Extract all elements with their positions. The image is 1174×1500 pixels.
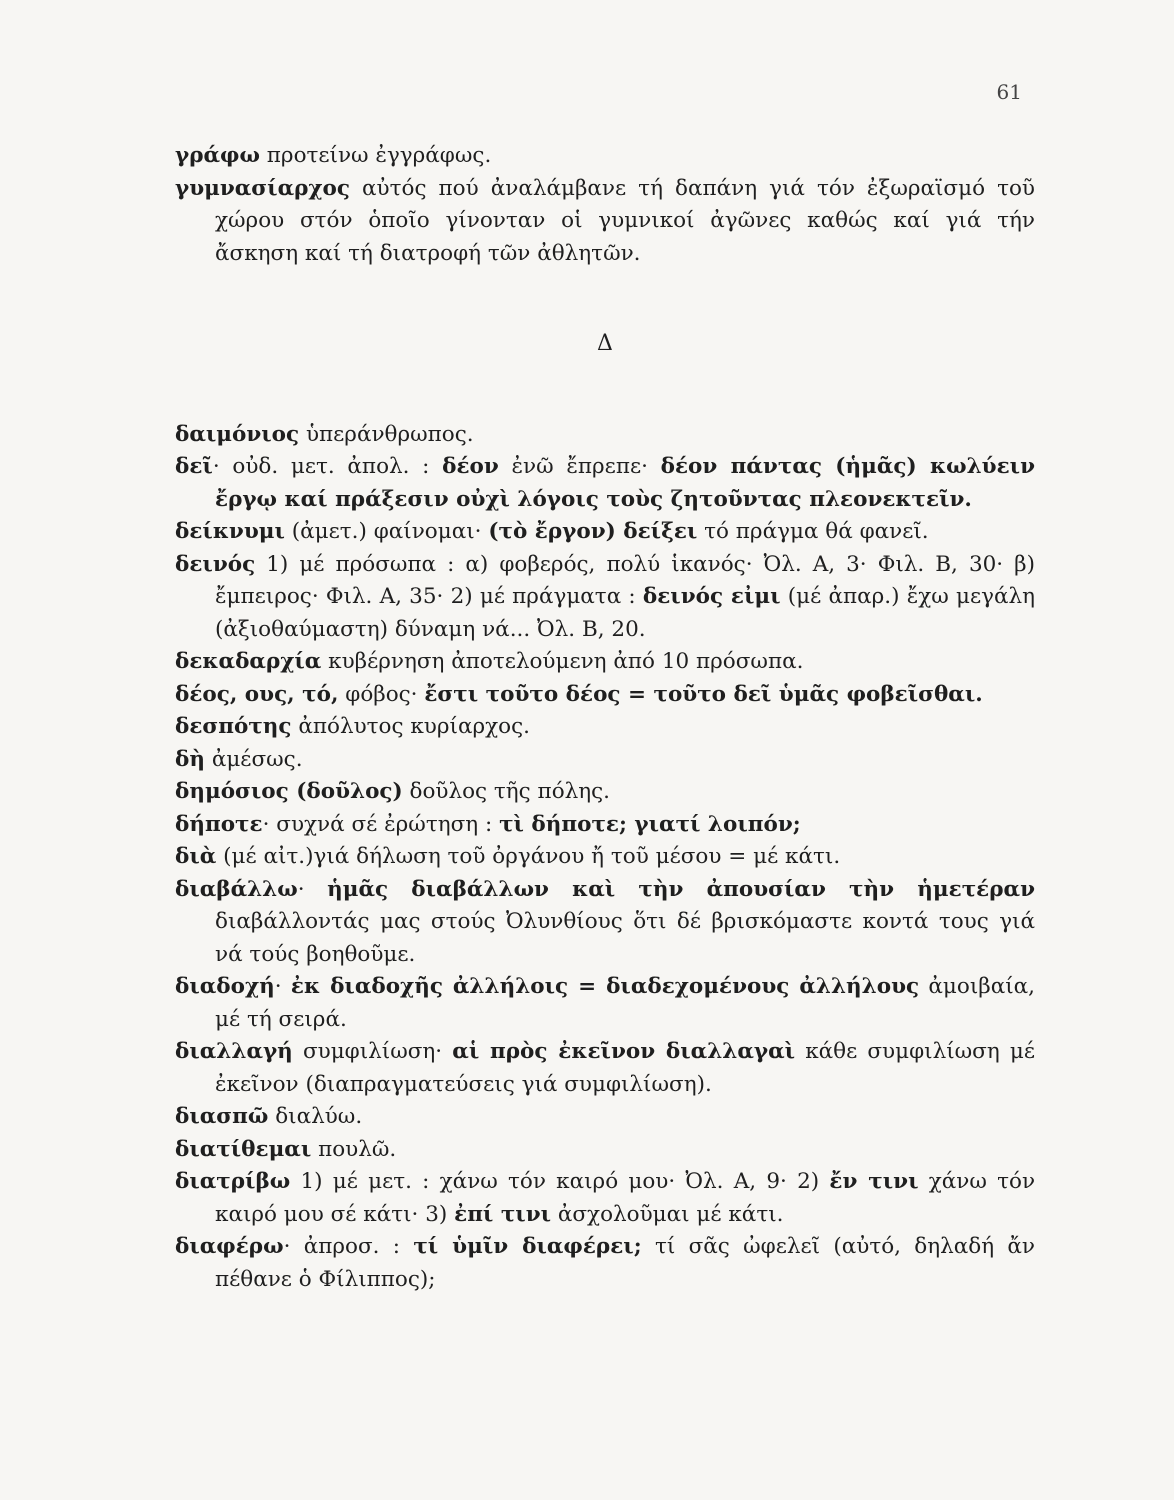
definition-text: αὐτός πού ἀναλάμβανε τή δαπάνη γιά τόν ἐξωραϊσμό τοῦ χώρου στόν ὁποῖο γίνονταν οἱ γυμνικοί ἀγῶνες καθώς καί γιά τήν ἄσκηση καί τή διατροφή τῶν ἀθλητῶν. (215, 175, 1035, 266)
definition-text: 1) μέ πρόσωπα : α) φοβερός, πολύ ἱκανός· Ὀλ. Α, 3· Φιλ. Β, 30· β) ἔμπειρος· Φιλ. Α, 35· 2) μέ πράγματα : (215, 551, 1035, 609)
glossary-entry (175, 1166, 1035, 1231)
definition-text: · οὐδ. μετ. ἀπολ. : (212, 454, 443, 479)
glossary-entry (175, 173, 1035, 271)
glossary-entry (175, 140, 1035, 173)
glossary-content (175, 140, 1035, 1296)
glossary-entry (175, 516, 1035, 549)
page-number: 61 (996, 80, 1022, 104)
glossary-entry (175, 711, 1035, 744)
definition-text: προτείνω ἐγγράφως. (259, 143, 492, 168)
glossary-entry (175, 874, 1035, 972)
glossary-entry (175, 419, 1035, 452)
headword: διατίθεμαι (175, 1136, 312, 1162)
glossary-entry (175, 1101, 1035, 1134)
headword: διαδοχή (175, 974, 275, 999)
definition-text: · (274, 974, 291, 999)
bold-phrase: ἐπί τινι (454, 1201, 552, 1227)
bold-phrase: ἔστι τοῦτο δέος = τοῦτο δεῖ ὑμᾶς φοβεῖσθαι. (424, 681, 983, 707)
definition-text: · ἀπροσ. : (283, 1234, 414, 1259)
definition-text: ἀπόλυτος κυρίαρχος. (291, 714, 530, 739)
headword: γυμνασίαρχος (175, 175, 350, 201)
definition-text: ὑπεράνθρωπος. (299, 421, 474, 447)
bold-phrase: δέον πάντας (ἡμᾶς) κωλύειν ἔργῳ καί πράξεσιν οὐχὶ λόγοις τοὺς ζητοῦντας πλεονεκτεῖν. (215, 454, 1035, 512)
glossary-entry (175, 549, 1035, 647)
headword: δέος, ους, τό, (175, 681, 339, 707)
definition-text: ἀσχολοῦμαι μέ κάτι. (551, 1201, 784, 1227)
headword: δαιμόνιος (175, 421, 300, 447)
bold-phrase: τὶ δήποτε; γιατί λοιπόν; (499, 811, 801, 837)
definition-text: χάνω τόν καιρό μου σέ κάτι· 3) (215, 1169, 1036, 1227)
definition-text: (ἀμετ.) φαίνομαι· (284, 519, 489, 544)
headword: διὰ (175, 844, 217, 869)
bold-phrase: δεινός εἰμι (642, 584, 781, 609)
glossary-entry (175, 1231, 1035, 1296)
definition-text: · συχνά σέ ἐρώτηση : (262, 811, 500, 837)
definition-text: · (297, 876, 328, 902)
headword: διαβάλλω (175, 876, 298, 902)
definition-text: 1) μέ μετ. : χάνω τόν καιρό μου· Ὀλ. Α, 9· 2) (290, 1169, 830, 1194)
definition-text: ἀμέσως. (204, 746, 303, 772)
definition-text: πουλῶ. (311, 1136, 397, 1162)
glossary-entry (175, 1134, 1035, 1167)
glossary-entry (175, 776, 1035, 809)
definition-text: διαβάλλοντάς μας στούς Ὀλυνθίους ὅτι δέ βρισκόμαστε κοντά τους γιά νά τούς βοηθοῦμε. (215, 909, 1035, 967)
definition-text: ἐνῶ ἔπρεπε· (498, 454, 661, 479)
headword: διατρίβω (175, 1169, 291, 1194)
glossary-entry (175, 1036, 1035, 1101)
definition-text: συμφιλίωση· (292, 1039, 453, 1064)
definition-text: (μέ ἀπαρ.) ἔχω μεγάλη (ἀξιοθαύμαστη) δύναμη νά... Ὀλ. Β, 20. (215, 584, 1035, 642)
definition-text: φόβος· (338, 681, 425, 707)
definition-text: (μέ αἰτ.)γιά δήλωση τοῦ ὀργάνου ἤ τοῦ μέσου = μέ κάτι. (216, 844, 841, 869)
bold-phrase: (τὸ ἔργον) δείξει (488, 519, 698, 544)
bold-phrase: ἐκ διαδοχῆς ἀλλήλοις = διαδεχομένους ἀλλήλους (290, 974, 920, 999)
glossary-entry (175, 841, 1035, 874)
bold-phrase: τί ὑμῖν διαφέρει; (413, 1234, 642, 1259)
headword: δήποτε (175, 811, 263, 837)
headword: δὴ (175, 746, 205, 772)
headword: δεινός (175, 551, 256, 577)
headword: γράφω (175, 143, 260, 168)
entries-delta (175, 419, 1035, 1297)
definition-text: τί σᾶς ὠφελεῖ (αὐτό, δηλαδή ἄν πέθανε ὁ Φίλιππος); (215, 1234, 1035, 1292)
definition-text: τό πράγμα θά φανεῖ. (697, 519, 929, 544)
definition-text: κάθε συμφιλίωση μέ ἐκεῖνον (διαπραγματεύσεις γιά συμφιλίωση). (215, 1039, 1035, 1097)
bold-phrase: ἡμᾶς διαβάλλων καὶ τὴν ἀπουσίαν τὴν ἡμετέραν (327, 876, 1035, 902)
headword: δεκαδαρχία (175, 649, 322, 674)
glossary-entry (175, 809, 1035, 842)
bold-phrase: ἔν τινι (829, 1169, 919, 1194)
headword: διασπῶ (175, 1104, 269, 1129)
entries-gamma (175, 140, 1035, 270)
headword: δεῖ (175, 454, 213, 479)
glossary-entry (175, 646, 1035, 679)
definition-text: διαλύω. (268, 1104, 363, 1129)
definition-text: δοῦλος τῆς πόλης. (402, 779, 611, 804)
headword: δεσπότης (175, 714, 292, 739)
section-letter: Δ (597, 331, 613, 356)
headword: δημόσιος (δοῦλος) (175, 779, 403, 804)
definition-text: κυβέρνηση ἀποτελούμενη ἀπό 10 πρόσωπα. (321, 649, 804, 674)
definition-text: ἀμοιβαία, μέ τή σειρά. (215, 974, 1036, 1032)
headword: διαλλαγή (175, 1039, 293, 1064)
headword: διαφέρω (175, 1234, 284, 1259)
glossary-entry (175, 451, 1035, 516)
glossary-entry (175, 679, 1035, 712)
bold-phrase: αἱ πρὸς ἐκεῖνον διαλλαγαὶ (452, 1039, 796, 1064)
bold-phrase: δέον (442, 454, 499, 479)
glossary-entry (175, 971, 1035, 1036)
headword: δείκνυμι (175, 519, 285, 544)
glossary-entry (175, 744, 1035, 777)
